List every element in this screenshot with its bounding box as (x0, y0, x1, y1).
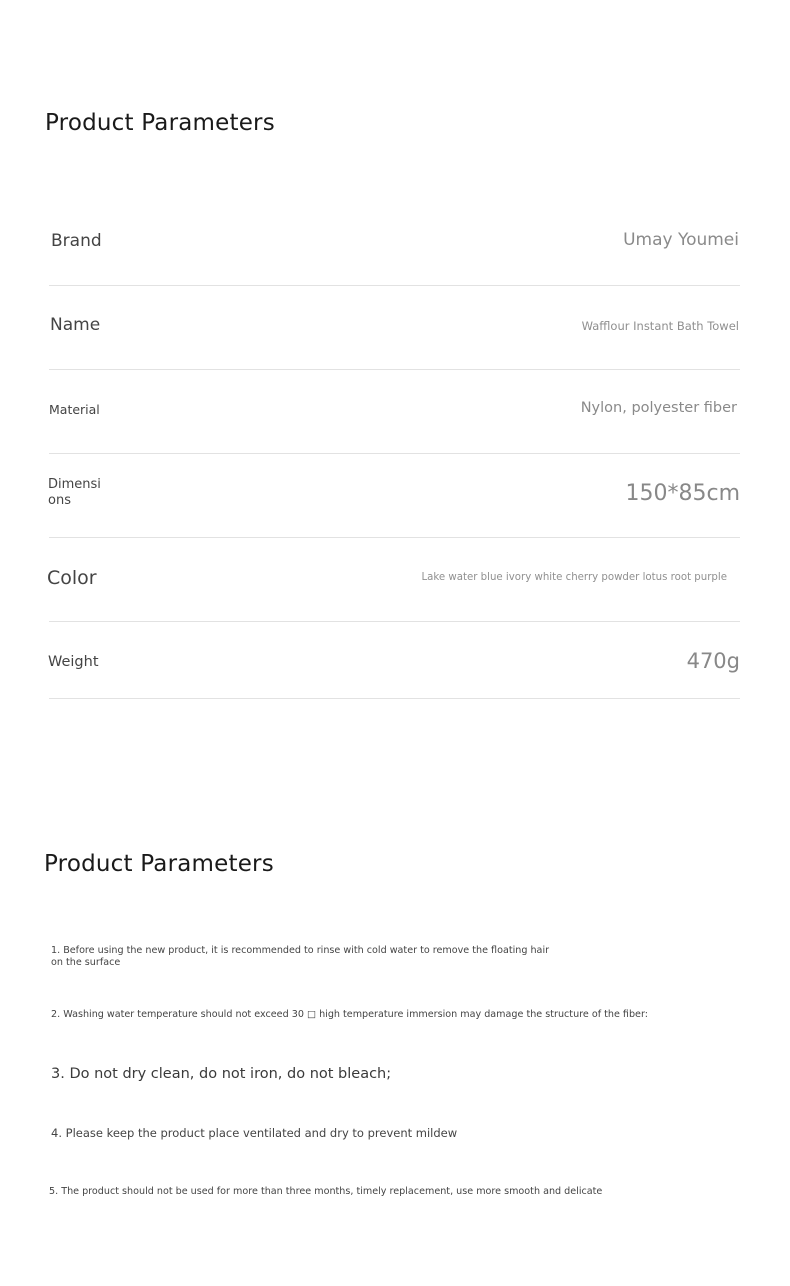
care-instruction-3: 3. Do not dry clean, do not iron, do not bleach; (51, 1066, 392, 1082)
param-value: Wafflour Instant Bath Towel (581, 319, 739, 333)
param-label: Material (49, 402, 100, 417)
row-divider (49, 285, 740, 286)
row-divider (49, 369, 740, 370)
care-instruction-2: 2. Washing water temperature should not exceed 30 □ high temperature immersion may damage the structure of the fiber: (51, 1009, 648, 1020)
param-label: Brand (51, 231, 102, 251)
row-divider (49, 537, 740, 538)
care-instruction-5: 5. The product should not be used for more than three months, timely replacement, use more smooth and delicate (49, 1186, 603, 1197)
param-value: 470g (686, 649, 740, 673)
care-instruction-4: 4. Please keep the product place ventilated and dry to prevent mildew (51, 1126, 458, 1140)
section-title-care: Product Parameters (44, 851, 274, 877)
param-label: Name (50, 315, 101, 335)
param-value: Lake water blue ivory white cherry powder lotus root purple (421, 572, 727, 583)
param-label: Weight (48, 654, 99, 670)
param-label: Color (47, 567, 97, 589)
row-divider (49, 453, 740, 454)
care-instruction-1: 1. Before using the new product, it is recommended to rinse with cold water to remove the floating hair on the surface (51, 945, 550, 968)
param-label: Dimensi ons (48, 477, 101, 508)
row-divider (49, 698, 740, 699)
param-value: 150*85cm (625, 481, 740, 506)
param-value: Umay Youmei (623, 230, 739, 250)
section-title-parameters: Product Parameters (45, 110, 275, 136)
row-divider (49, 621, 740, 622)
param-value: Nylon, polyester fiber (580, 400, 737, 416)
